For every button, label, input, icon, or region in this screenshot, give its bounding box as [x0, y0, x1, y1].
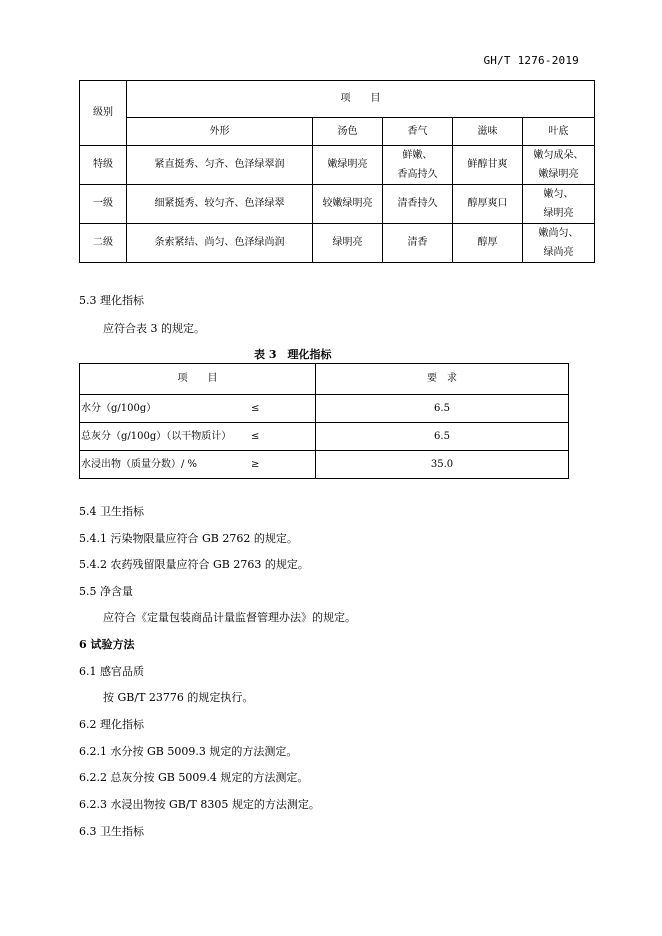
document-code: GH/T 1276-2019: [483, 54, 579, 67]
grade-cell: 一级: [80, 185, 127, 224]
item-cell: 水分（g/100g） ≤: [80, 395, 316, 423]
physicochemical-table: [79, 363, 569, 479]
shape-cell: 紧直挺秀、匀齐、色泽绿翠润: [127, 146, 313, 185]
table-row: [80, 423, 569, 451]
aroma-cell: 清香持久: [383, 185, 453, 224]
taste-cell: 醇厚爽口: [453, 185, 523, 224]
section-5-3-body: 应符合表 3 的规定。: [103, 322, 205, 335]
leaf-cell: 嫩尚匀、 绿尚亮: [523, 224, 595, 263]
table3-caption: 表 3 理化指标: [254, 348, 332, 361]
section-5-3-title: 5.3 理化指标: [79, 294, 144, 307]
col-header-aroma: 香气: [383, 118, 453, 146]
grade-cell: 二级: [80, 224, 127, 263]
aroma-cell: 清香: [383, 224, 453, 263]
table-row: [80, 224, 595, 263]
col-header-taste: 滋味: [453, 118, 523, 146]
leaf-cell: 嫩匀成朵、 嫩绿明亮: [523, 146, 595, 185]
value-cell: 6.5: [316, 395, 569, 423]
section-6-1-title: 6.1 感官品质: [79, 665, 144, 678]
section-6-title: 6 试验方法: [79, 638, 135, 651]
liquor-cell: 绿明亮: [313, 224, 383, 263]
section-5-4-title: 5.4 卫生指标: [79, 505, 144, 518]
liquor-cell: 嫩绿明亮: [313, 146, 383, 185]
section-6-2-3: 6.2.3 水浸出物按 GB/T 8305 规定的方法测定。: [79, 798, 320, 811]
grade-cell: 特级: [80, 146, 127, 185]
leaf-cell: 嫩匀、 绿明亮: [523, 185, 595, 224]
section-5-4-2: 5.4.2 农药残留限量应符合 GB 2763 的规定。: [79, 558, 309, 571]
section-6-1-body: 按 GB/T 23776 的规定执行。: [103, 691, 254, 704]
sensory-table: [79, 80, 595, 263]
shape-cell: 细紧挺秀、较匀齐、色泽绿翠: [127, 185, 313, 224]
shape-cell: 条索紧结、尚匀、色泽绿尚润: [127, 224, 313, 263]
value-cell: 6.5: [316, 423, 569, 451]
section-6-2-title: 6.2 理化指标: [79, 718, 144, 731]
table-row: [80, 451, 569, 479]
col-header-leaf: 叶底: [523, 118, 595, 146]
item-header: 项 目: [127, 81, 595, 118]
section-6-2-1: 6.2.1 水分按 GB 5009.3 规定的方法测定。: [79, 745, 298, 758]
section-6-3-title: 6.3 卫生指标: [79, 825, 144, 838]
liquor-cell: 较嫩绿明亮: [313, 185, 383, 224]
section-5-5-body: 应符合《定量包装商品计量监督管理办法》的规定。: [103, 611, 356, 624]
section-5-5-title: 5.5 净含量: [79, 585, 133, 598]
table3-header-requirement: 要 求: [316, 364, 569, 395]
item-cell: 水浸出物（质量分数）/ % ≥: [80, 451, 316, 479]
col-header-liquor: 汤色: [313, 118, 383, 146]
grade-header: 级别: [80, 81, 127, 146]
section-5-4-1: 5.4.1 污染物限量应符合 GB 2762 的规定。: [79, 532, 298, 545]
taste-cell: 醇厚: [453, 224, 523, 263]
item-cell: 总灰分（g/100g）（以干物质计） ≤: [80, 423, 316, 451]
taste-cell: 鲜醇甘爽: [453, 146, 523, 185]
table-row: [80, 146, 595, 185]
value-cell: 35.0: [316, 451, 569, 479]
table-row: [80, 185, 595, 224]
section-6-2-2: 6.2.2 总灰分按 GB 5009.4 规定的方法测定。: [79, 771, 309, 784]
col-header-shape: 外形: [127, 118, 313, 146]
aroma-cell: 鲜嫩、 香高持久: [383, 146, 453, 185]
table-row: [80, 395, 569, 423]
table3-header-item: 项 目: [80, 364, 316, 395]
